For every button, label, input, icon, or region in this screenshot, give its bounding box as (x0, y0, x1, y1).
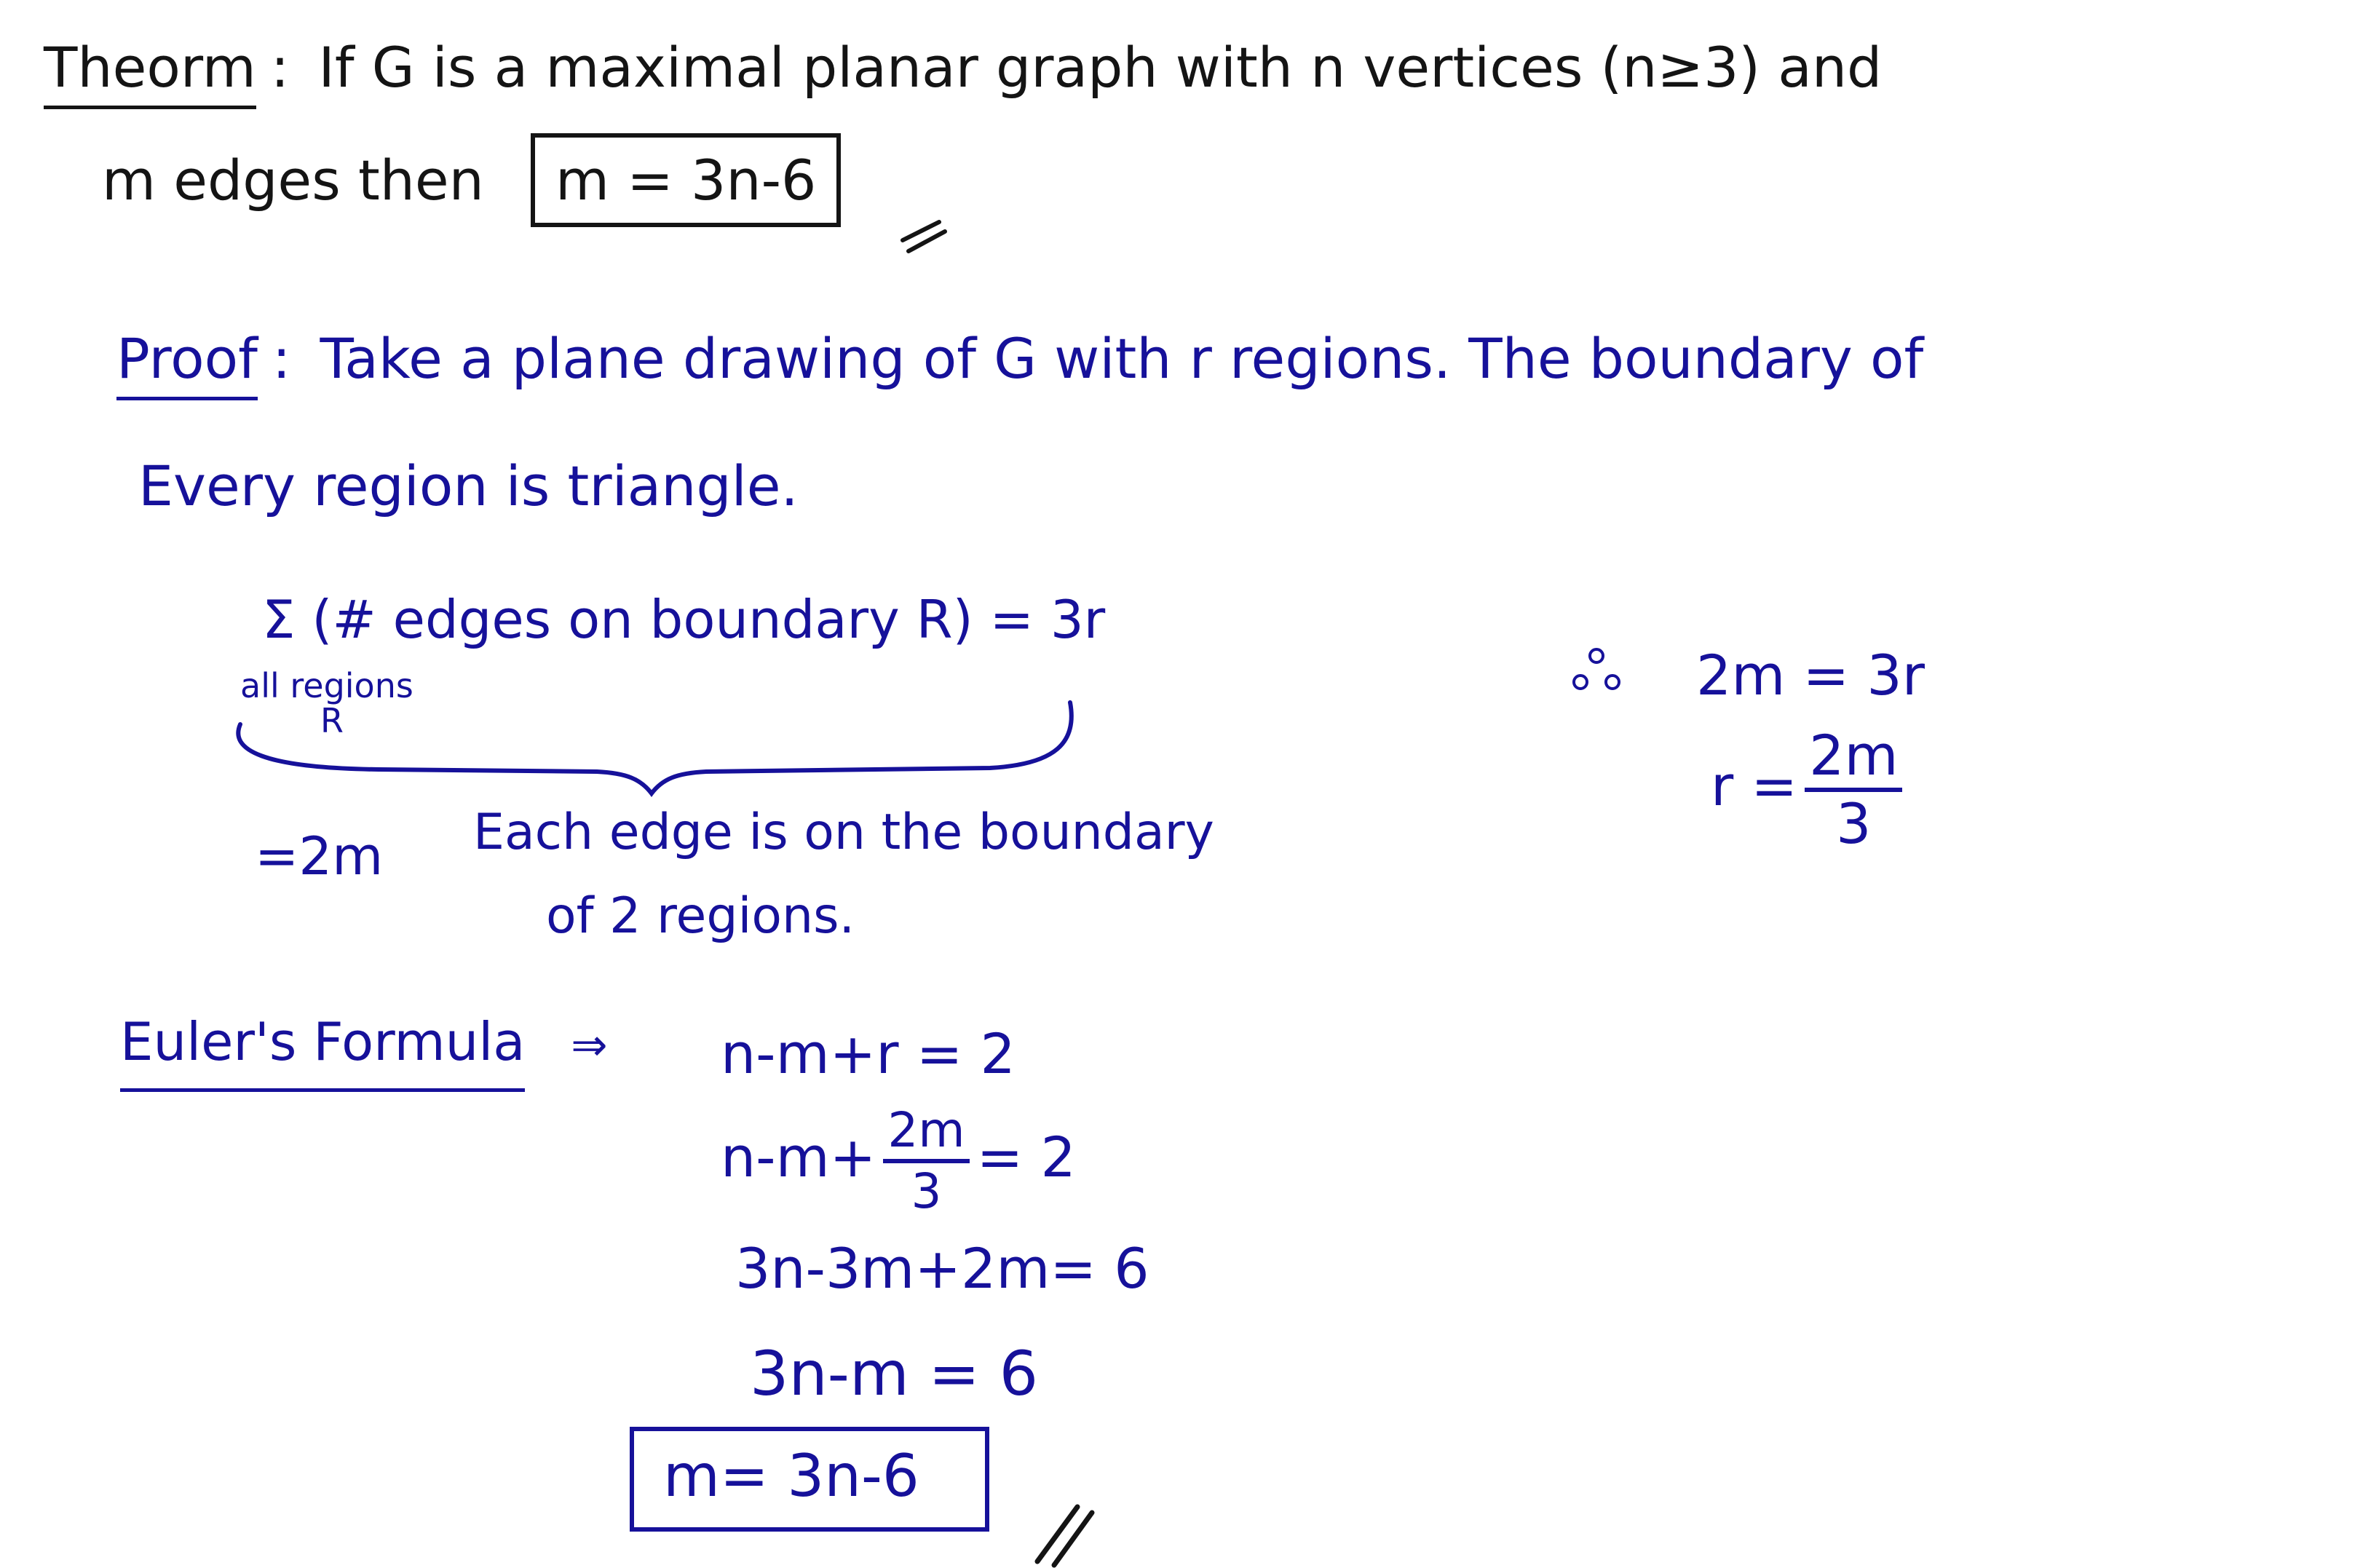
double-tick-2 (1037, 1507, 1092, 1565)
r-fraction-num: 2m (1805, 728, 1902, 792)
euler-final-result: m= 3n-6 (630, 1427, 989, 1532)
proof-label: Proof (116, 326, 258, 400)
euler-step-3: 3n-3m+2m= 6 (735, 1236, 1149, 1301)
theorem-boxed-result: m = 3n-6 (531, 133, 841, 227)
euler-label-row (120, 1011, 608, 1072)
sigma-subscript (240, 668, 413, 739)
euler-step-2-lhs: n-m+ (721, 1125, 876, 1189)
therefore-icon (1572, 648, 1623, 699)
euler-step-2-den: 3 (911, 1163, 942, 1219)
sigma-subscript-1: all regions (240, 666, 413, 705)
proof-sep: : (272, 326, 291, 391)
sum-note-1: Each edge is on the boundary (473, 804, 1214, 861)
r-fraction (1805, 723, 1902, 856)
sum-expression: Σ (# edges on boundary R) = 3r (262, 589, 1106, 650)
arrow-icon: ⇒ (571, 1020, 608, 1071)
proof-statement-1: Take a plane drawing of G with r regions. The boundary of (320, 326, 1924, 391)
euler-final-box (630, 1427, 989, 1532)
proof-line-1 (116, 326, 1924, 391)
theorem-sep: : (270, 35, 290, 100)
euler-step-1: n-m+r = 2 (721, 1021, 1016, 1086)
proof-statement-2: Every region is triangle. (138, 454, 799, 518)
equals-2m: =2m (255, 825, 384, 887)
therefore-dot-left (1572, 674, 1588, 690)
sum-note-2: of 2 regions. (546, 887, 855, 945)
therefore-line-1: 2m = 3r (1696, 643, 1925, 708)
therefore-dot-top (1588, 648, 1604, 664)
euler-step-2 (721, 1102, 1076, 1219)
therefore-dot-right (1604, 674, 1620, 690)
theorem-line-2 (102, 148, 841, 213)
euler-step-2-fraction (883, 1102, 969, 1219)
proof-line-2 (138, 454, 799, 518)
euler-label: Euler's Formula (120, 1011, 525, 1092)
r-fraction-den: 3 (1836, 791, 1872, 856)
euler-step-2-num: 2m (883, 1106, 969, 1163)
theorem-line-1 (44, 35, 1883, 100)
r-lhs: r = (1711, 753, 1798, 818)
euler-step-2-rhs: = 2 (976, 1125, 1076, 1189)
double-tick-1 (903, 222, 945, 251)
theorem-label: Theorm (44, 35, 256, 109)
sigma-subscript-2: R (320, 701, 344, 741)
therefore-line-2 (1711, 723, 1909, 856)
theorem-statement-1: If G is a maximal planar graph with n vertices (n≥3) and (318, 35, 1883, 100)
theorem-statement-2: m edges then (102, 148, 484, 213)
euler-step-4: 3n-m = 6 (750, 1338, 1039, 1409)
